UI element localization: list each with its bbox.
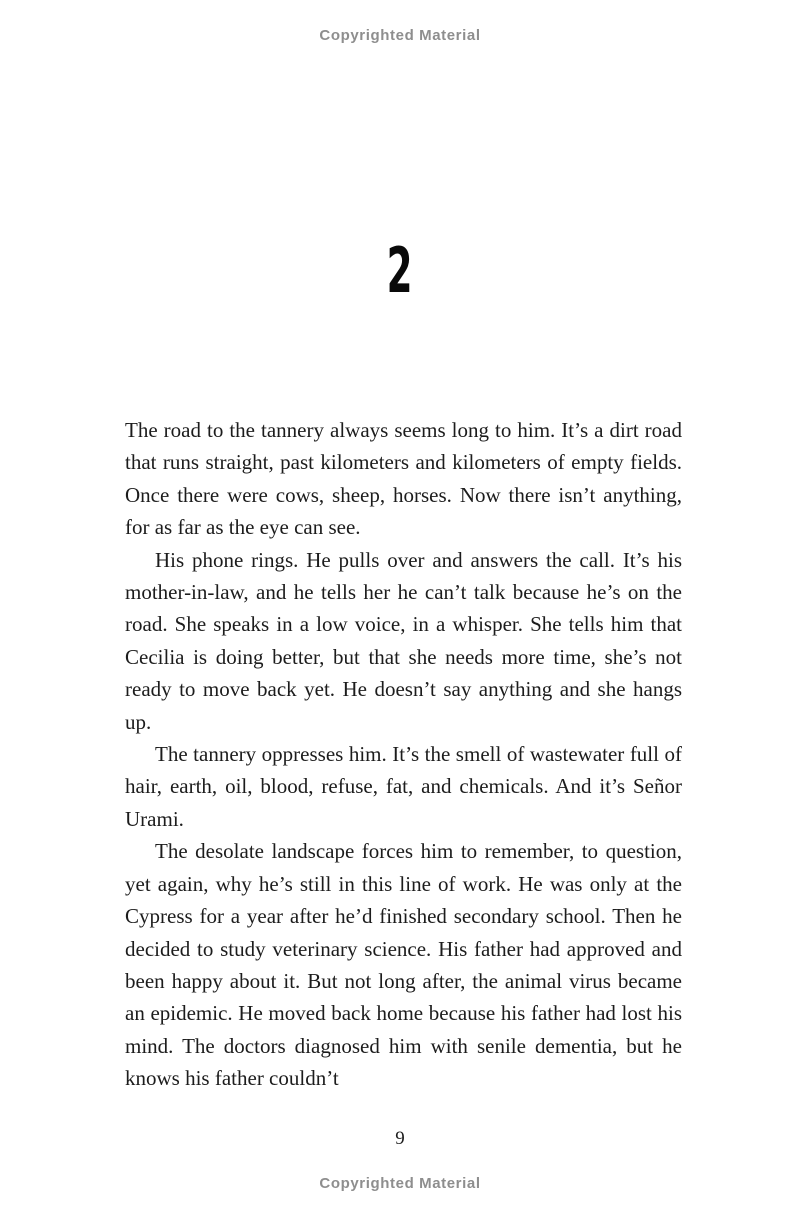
page-number: 9 [395,1128,405,1149]
body-paragraph: His phone rings. He pulls over and answers the call. It’s his mother-in-law, and he tells her he can’t talk because he’s on the road. She speaks in a low voice, in a whisper. She tells him that Cecilia is doing better, but that she needs more time, she’s not ready to move back yet. He doesn’t say anything and she hangs up. [125,547,682,734]
body-text [125,414,682,1095]
chapter-heading [0,234,800,307]
chapter-number: 2 [387,234,413,307]
body-paragraph: The desolate landscape forces him to remember, to question, yet again, why he’s still in this line of work. He was only at the Cypress for a year after he’d finished secondary school. Then he decided to study veterinary science. His father had approved and been happy about it. But not long after, the animal virus became an epidemic. He moved back home because his father had lost his mind. The doctors diagnosed him with senile dementia, but he knows his father couldn’t [125,839,682,1091]
copyright-notice-top: Copyrighted Material [319,27,481,44]
copyright-notice-bottom: Copyrighted Material [319,1175,481,1192]
body-paragraph: The tannery oppresses him. It’s the smell of wastewater full of hair, earth, oil, blood, refuse, fat, and chemicals. And it’s Señor Urami. [125,742,682,831]
body-paragraph: The road to the tannery always seems long to him. It’s a dirt road that runs straight, past kilometers and kilometers of empty fields. Once there were cows, sheep, horses. Now there isn’t anything, for as far as the eye can see. [125,418,682,540]
